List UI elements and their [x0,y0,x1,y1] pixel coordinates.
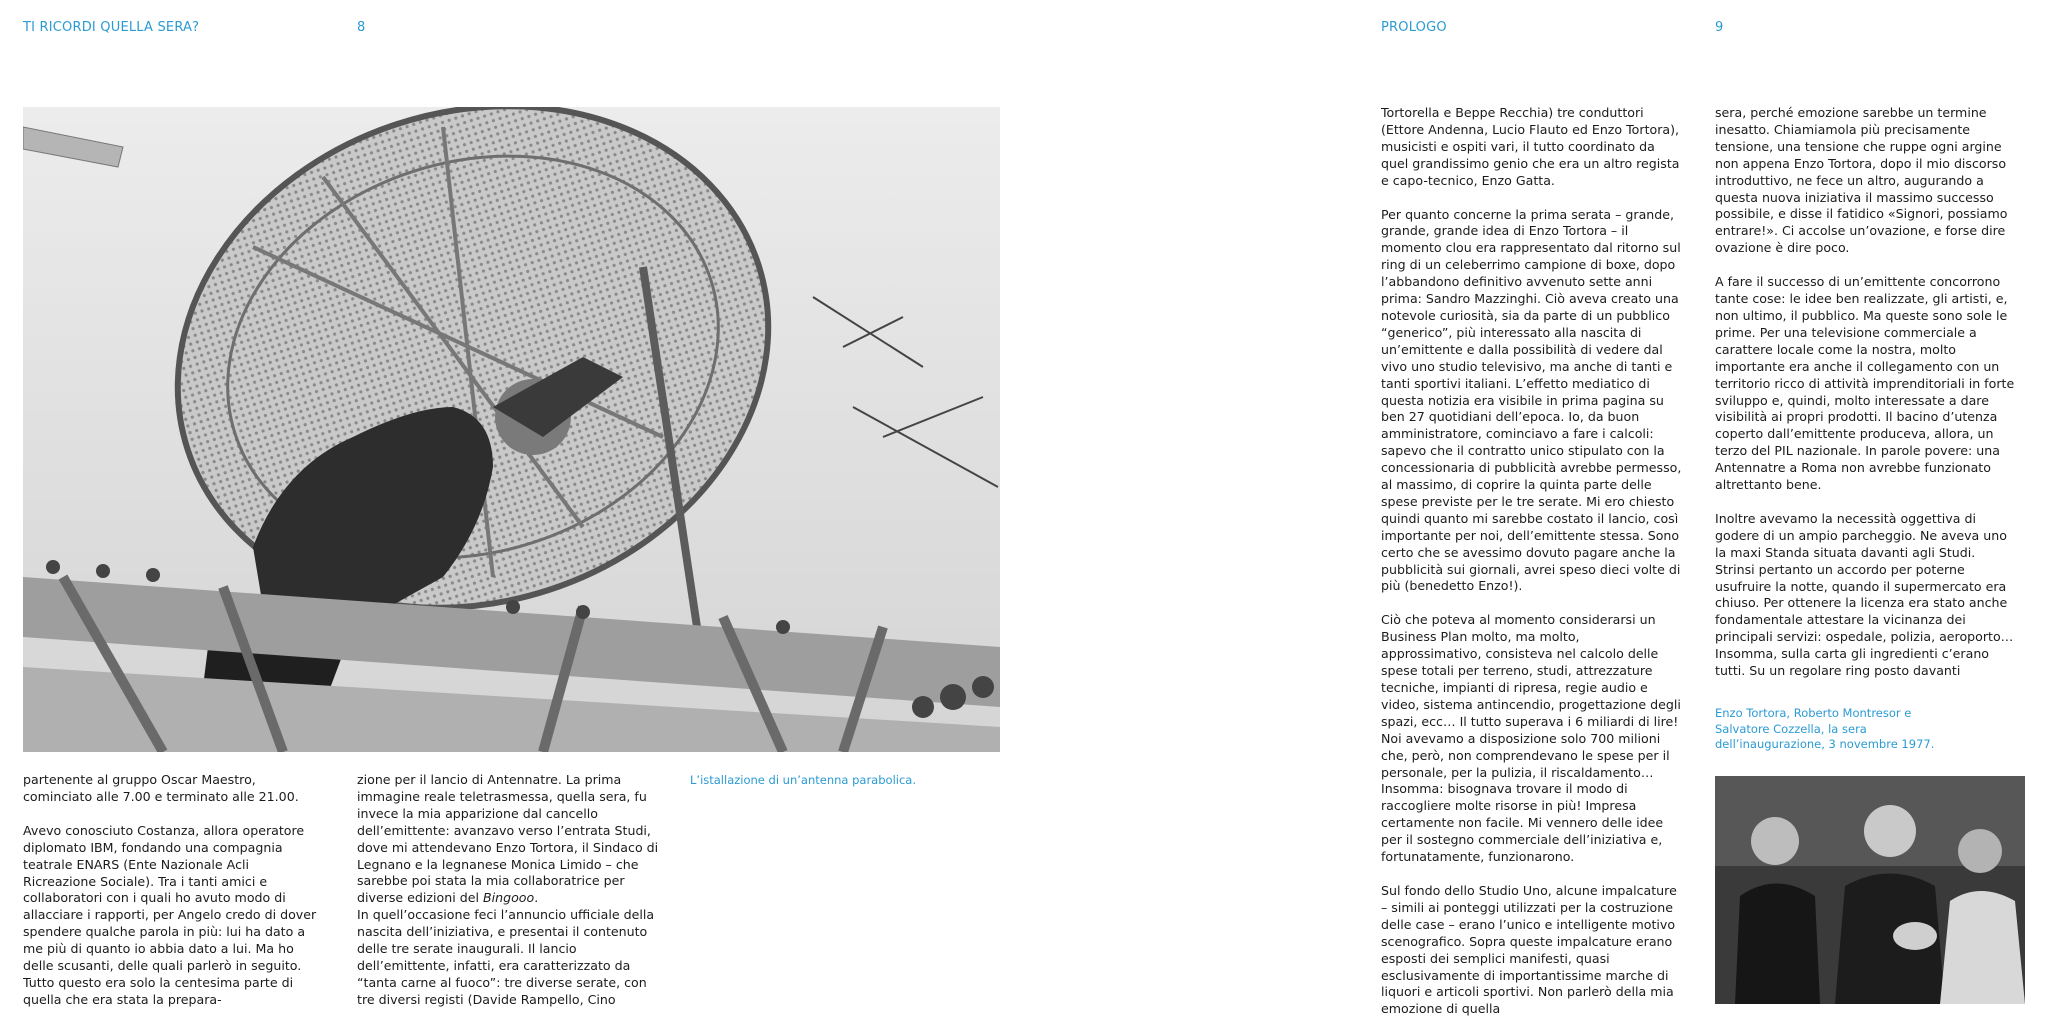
paragraph: Inoltre avevamo la necessità oggettiva di godere di un ampio parcheggio. Ne aveva uno la maxi Standa situata davanti agli Studi. Strinsi pertanto un accordo per poterne usufruire la notte, quando il supermercato era chiuso. Per ottenere la licenza era stato anche fondamentale attestare la vicinanza dei principali servizi: ospedale, polizia, aeroporto… Insomma, sulla carta gli ingredienti c’erano tutti. Su un regolare ring posto davanti [1715,510,2014,679]
paragraph: In quell’occasione feci l’annuncio ufficiale della nascita dell’iniziativa, e presentai il contenuto delle tre serate inaugurali. Il lancio dell’emittente, infatti, era caratterizzato da “tanta carne al fuoco”: tre diverse serate, con tre diversi registi (Davide Rampello, Cino [357,907,655,1007]
paragraph: Ciò che poteva al momento considerarsi un Business Plan molto, ma molto, approssimativo, consisteva nel calcolo delle spese totali per terreno, studi, attrezzature tecniche, impianti di ripresa, regie audio e video, sistema antincendio, progettazione degli spazi, ecc… Il tutto superava i 6 miliardi di lire! Noi avevamo a disposizione solo 700 milioni che, però, non comprendevano le spese per il personale, per la pulizia, il riscaldamento… Insomma: bisognava trovare il modo di raccogliere molte risorse in più! Impresa certamente non facile. Mi vennero delle idee per il sostegno commerciale dell’iniziativa e, fortunatamente, funzionarono. [1381,612,1681,865]
paragraph: sera, perché emozione sarebbe un termine inesatto. Chiamiamola più precisamente tensione, una tensione che ruppe ogni argine non appena Enzo Tortora, dopo il mio discorso introduttivo, ne fece un altro, augurando a questa nuova iniziativa il massimo successo possibile, e disse il fatidico «Signori, possiamo entrare!». Ci accolse un’ovazione, e forse dire ovazione è dire poco. [1715,105,2008,256]
paragraph-text: zione per il lancio di Antennatre. La prima immagine reale teletrasmessa, quella sera, fu invece la mia apparizione dal cancello dell’emittente: avanzavo verso l’entrata Studi, dove mi attendevano Enzo Tortora, il Sindaco di Legnano e la legnanese Monica Limido – che sarebbe poi stata la mia collaboratrice per diverse edizioni del [357,772,659,906]
right-text-column-1 [1381,105,1684,1035]
photo-caption-left: L’istallazione di un’antenna parabolica. [690,773,916,787]
page-number-left: 8 [357,20,366,35]
paragraph: Sul fondo dello Studio Uno, alcune impalcature – simili ai ponteggi utilizzati per la costruzione delle case – erano l’unico e intelligente motivo scenografico. Sopra queste impalcature erano esposti dei semplici manifesti, quasi esclusivamente di importantissime marche di liquori e articoli sportivi. Non parlerò della mia emozione di quella [1381,882,1677,1017]
right-text-column-2 [1715,105,2018,697]
paragraph-text: . [534,890,539,906]
page-number-right: 9 [1715,20,1724,35]
paragraph: A fare il successo di un’emittente concorrono tante cose: le idee ben realizzate, gli artisti, e, non ultimo, il pubblico. Ma queste sono sole le prime. Per una televisione commerciale a carattere locale come la nostra, molto importante era anche il collegamento con un territorio ricco di attività imprenditoriali in forte sviluppo e, quindi, molto interessate a dare visibilità ai propri prodotti. Il bacino d’utenza coperto dall’emittente produceva, allora, un terzo del PIL nazionale. In parole povere: una Antennatre a Roma non avrebbe funzionato altrettanto bene. [1715,274,2015,493]
left-text-column-2 [357,772,660,1026]
inauguration-photo [1715,776,2025,1004]
paragraph [357,772,660,907]
paragraph: Avevo conosciuto Costanza, allora operatore diplomato IBM, fondando una compagnia teatrale ENARS (Ente Nazionale Acli Ricreazione Sociale). Tra i tanti amici e collaboratori con i quali ho avuto modo di allacciare i rapporti, per Angelo credo di dover spendere qualche parola in più: lui ha dato a me più di quanto io abbia dato a lui. Ma ho delle scusanti, delle quali parlerò in seguito. Tutto questo era solo la centesima parte di quella che era stata la prepara- [23,822,317,1007]
running-head-left: TI RICORDI QUELLA SERA? [23,20,200,35]
paragraph: Per quanto concerne la prima serata – grande, grande, grande idea di Enzo Tortora – il momento clou era rappresentato dal ritorno sul ring di un celeberrimo campione di boxe, dopo l’abbandono definitivo avvenuto sette anni prima: Sandro Mazzinghi. Ciò aveva creato una notevole curiosità, sia da parte di un pubblico “generico”, più interessato alla nascita di un’emittente e dalla possibilità di vedere dal vivo uno studio televisivo, ma anche di tanti e tanti sportivi italiani. L’effetto mediatico di questa notizia era visibile in prima pagina su ben 27 quotidiani dell’epoca. Io, da buon amministratore, cominciavo a fare i calcoli: sapevo che il contratto unico stipulato con la concessionaria di pubblicità avrebbe permesso, al massimo, di coprire la quinta parte delle spese previste per le tre serate. Mi ero chiesto quindi quanto mi sarebbe costato il lancio, così importante per noi, dell’emittente stessa. Sono certo che se avessimo dovuto pagare anche la pubblicità sui giornali, avrei speso dieci volte di più (benedetto Enzo!). [1381,206,1682,594]
photo-caption-right: Enzo Tortora, Roberto Montresor e Salvatore Cozzella, la sera dell’inaugurazione, 3 novembre 1977. [1715,706,1935,751]
left-text-column-1 [23,772,326,1026]
antenna-photo [23,107,1000,752]
italic-title: Bingooo [482,890,535,906]
running-head-right: PROLOGO [1381,20,1447,35]
paragraph: Tortorella e Beppe Recchia) tre conduttori (Ettore Andenna, Lucio Flauto ed Enzo Tortora), musicisti e ospiti vari, il tutto coordinato da quel grandissimo genio che era un altro regista e capo-tecnico, Enzo Gatta. [1381,105,1680,188]
paragraph: partenente al gruppo Oscar Maestro, cominciato alle 7.00 e terminato alle 21.00. [23,772,299,804]
